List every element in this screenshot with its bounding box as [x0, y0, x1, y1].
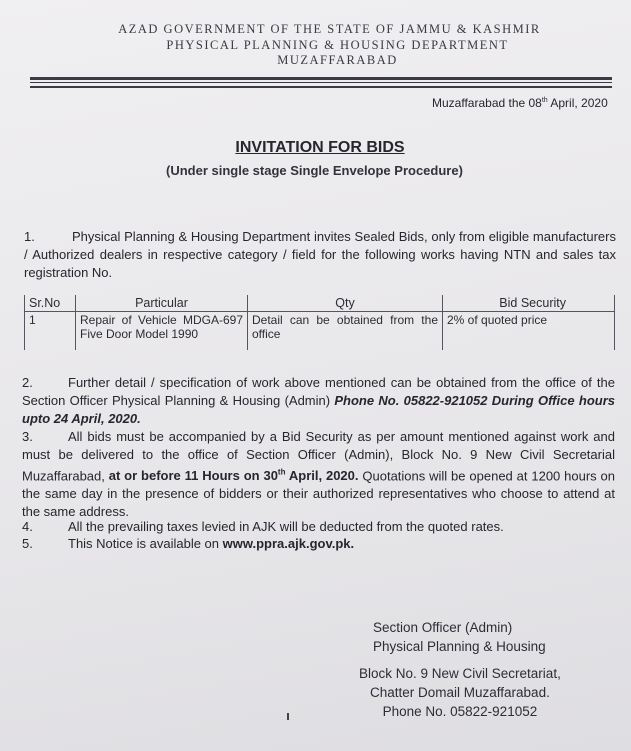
signature-officer: Section Officer (Admin) — [373, 620, 513, 635]
cell-particular: Repair of Vehicle MDGA-697 Five Door Model 1990 — [76, 312, 248, 350]
notice-subtitle: (Under single stage Single Envelope Procedure) — [166, 163, 463, 178]
paragraph-4 — [22, 518, 615, 536]
paragraph-2-number: 2. — [22, 375, 33, 390]
date-prefix: Muzaffarabad the 08 — [432, 96, 542, 110]
header-city: MUZAFFARABAD — [277, 53, 398, 67]
paragraph-4-number: 4. — [22, 519, 33, 534]
paragraph-5 — [22, 535, 615, 553]
header-government: AZAD GOVERNMENT OF THE STATE OF JAMMU & KASHMIR — [118, 22, 541, 36]
date-rest: April, 2020 — [547, 96, 608, 110]
paragraph-4-text: All the prevailing taxes levied in AJK will be deducted from the quoted rates. — [68, 519, 504, 534]
header-bid-security: Bid Security — [443, 295, 615, 312]
cell-bid-security: 2% of quoted price — [443, 312, 615, 350]
paragraph-1-text: Physical Planning & Housing Department invites Sealed Bids, only from eligible manufacturers / Authorized dealers in respective category / field for the following works having NTN and sales tax registration No. — [24, 229, 616, 280]
ppra-website-link: www.ppra.ajk.gov.pk. — [222, 536, 355, 551]
signature-department: Physical Planning & Housing — [373, 639, 546, 654]
header-rule-bottom — [30, 86, 612, 88]
paragraph-5-number: 5. — [22, 536, 33, 551]
paragraph-3-number: 3. — [22, 429, 33, 444]
paragraph-1-number: 1. — [24, 229, 35, 244]
date-sup: th — [541, 97, 548, 104]
table-row — [25, 312, 615, 350]
header-qty: Qty — [248, 295, 443, 312]
header-rule-thick — [30, 77, 612, 80]
header-rule-thin — [30, 82, 612, 83]
signature-block-address — [359, 664, 561, 721]
notice-title: INVITATION FOR BIDS — [235, 139, 405, 156]
signature-address-2: Chatter Domail Muzaffarabad. — [369, 685, 550, 700]
cell-qty: Detail can be obtained from the office — [248, 312, 443, 350]
cell-sr-no: 1 — [25, 312, 76, 350]
signature-block-title — [373, 618, 546, 656]
header-department: PHYSICAL PLANNING & HOUSING DEPARTMENT — [166, 38, 509, 52]
signature-phone: Phone No. 05822-921052 — [382, 704, 538, 719]
paragraph-2-phone-hours: Phone No. 05822-921052 During Office hours upto 24 April, 2020. — [22, 393, 615, 426]
ink-mark — [287, 713, 289, 720]
paragraph-5-text: This Notice is available on — [68, 536, 223, 551]
paragraph-3-text-a: All bids must be accompanied by a Bid Security as per amount mentioned against work and must be delivered to the office of Section Officer (Admin), Block No. 9 New Civil Secretarial Muzaffarabad, — [22, 429, 615, 484]
paragraph-1 — [24, 228, 616, 282]
table-header-row — [25, 295, 615, 312]
issue-date — [432, 96, 608, 110]
paragraph-2 — [22, 374, 615, 428]
paragraph-2-text: Further detail / specification of work above mentioned can be obtained from the office of the Section Officer Physical Planning & Housing (Admin) — [22, 375, 615, 408]
paragraph-3-deadline-sup: th — [277, 468, 286, 477]
bids-table — [24, 295, 615, 350]
paragraph-3-deadline: at or before 11 Hours on 30 — [108, 468, 278, 484]
header-sr-no: Sr.No — [25, 295, 76, 312]
paragraph-3 — [22, 428, 615, 521]
signature-address-1: Block No. 9 New Civil Secretariat, — [359, 666, 561, 681]
paragraph-3-deadline-b: April, 2020. — [285, 468, 359, 484]
header-particular: Particular — [76, 295, 248, 312]
paragraph-3-text-b: Quotations will be opened at 1200 hours on the same day in the presence of bidders or their authorized representatives who choose to attend at the same address. — [22, 468, 616, 520]
